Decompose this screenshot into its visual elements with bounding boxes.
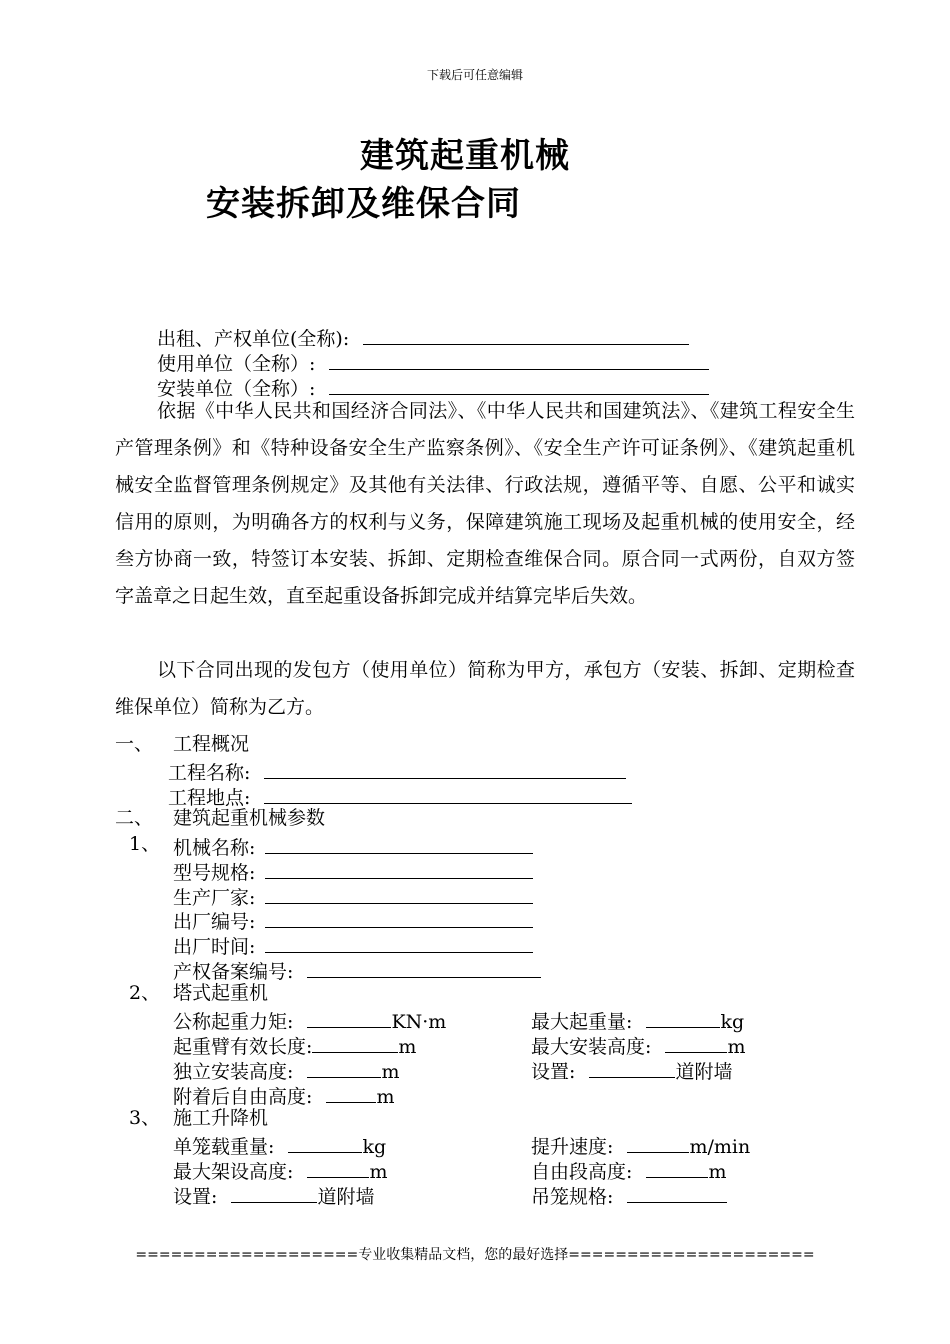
project-address-blank[interactable] [264,782,632,804]
tower-setup-blank[interactable] [589,1056,675,1078]
free-height-blank[interactable] [646,1156,708,1178]
serial-blank[interactable] [265,906,533,928]
speed-unit: m/min [689,1136,751,1158]
attached-blank[interactable] [326,1081,376,1103]
sub-3-num: 3、 [129,1107,161,1129]
party-installer-blank[interactable] [329,373,709,395]
maxload-label: 最大起重量: [531,1011,633,1033]
max-height-unit: m [369,1161,388,1183]
maxload-unit: kg [720,1011,745,1033]
freeheight-blank[interactable] [307,1056,381,1078]
model-blank[interactable] [265,857,533,879]
cage-load-unit: kg [362,1136,387,1158]
boom-unit: m [398,1036,417,1058]
moment-unit: KN·m [391,1011,447,1033]
maxheight-blank[interactable] [665,1031,727,1053]
attached-label: 附着后自由高度: [173,1086,313,1108]
party-lessor-blank[interactable] [363,323,689,345]
cage-spec-blank[interactable] [627,1181,727,1203]
project-name-label: 工程名称: [168,762,251,784]
sub-2-title: 塔式起重机 [173,982,269,1004]
maker-blank[interactable] [265,882,533,904]
party-lessor-label: 出租、产权单位(全称): [157,328,350,350]
cage-spec-label: 吊笼规格: [531,1186,614,1208]
hoist-setup-blank[interactable] [231,1181,317,1203]
sub-3-title: 施工升降机 [173,1107,269,1129]
sub-1-num: 1、 [129,833,161,855]
maker-label: 生产厂家: [173,887,256,909]
date-label: 出厂时间: [173,936,256,958]
boom-blank[interactable] [312,1031,398,1053]
tower-setup-unit: 道附墙 [675,1061,733,1083]
serial-label: 出厂编号: [173,911,256,933]
party-user-label: 使用单位（全称）: [157,353,316,375]
project-name-blank[interactable] [264,757,626,779]
party-installer-label: 安装单位（全称）: [157,378,316,400]
machine-name-label: 机械名称: [173,837,256,859]
cage-load-blank[interactable] [288,1131,362,1153]
free-height-label: 自由段高度: [531,1161,633,1183]
section-2-title: 建筑起重机械参数 [173,807,326,829]
date-blank[interactable] [265,931,533,953]
title-line-1: 建筑起重机械 [360,136,570,176]
moment-blank[interactable] [307,1006,391,1028]
cage-load-label: 单笼载重量: [173,1136,275,1158]
model-label: 型号规格: [173,862,256,884]
record-blank[interactable] [307,956,541,978]
machine-name-blank[interactable] [265,832,533,854]
maxheight-label: 最大安装高度: [531,1036,652,1058]
freeheight-label: 独立安装高度: [173,1061,294,1083]
speed-blank[interactable] [627,1131,689,1153]
section-1-title: 工程概况 [173,733,250,755]
party-user-blank[interactable] [329,348,709,370]
page-footer: ===================专业收集精品文档，您的最好选择===================== [135,1247,815,1263]
tower-setup-row [531,1056,732,1085]
contract-basis-paragraph: 依据《中华人民共和国经济合同法》、《中华人民共和国建筑法》、《建筑工程安全生产管理条例》和《特种设备安全生产监察条例》、《安全生产许可证条例》、《建筑起重机械安全监督管理条例规定》及其他有关法律、行政法规，遵循平等、自愿、公平和诚实信用的原则，为明确各方的权利与义务，保障建筑施工现场及起重机械的使用安全，经叁方协商一致，特签订本安装、拆卸、定期检查维保合同。原合同一式两份，自双方签字盖章之日起生效，直至起重设备拆卸完成并结算完毕后失效。 [115,400,855,607]
maxheight-unit: m [727,1036,746,1058]
maxload-blank[interactable] [646,1006,720,1028]
record-label: 产权备案编号: [173,961,294,983]
boom-label: 起重臂有效长度: [173,1036,313,1058]
moment-label: 公称起重力矩: [173,1011,294,1033]
max-height-blank[interactable] [307,1156,369,1178]
hoist-setup-unit: 道附墙 [317,1186,375,1208]
free-height-unit: m [708,1161,727,1183]
attached-unit: m [376,1086,395,1108]
section-1-num: 一、 [115,733,154,755]
hoist-setup-label: 设置: [173,1186,218,1208]
section-2-num: 二、 [115,807,154,829]
title-line-2: 安装拆卸及维保合同 [206,184,521,224]
speed-label: 提升速度: [531,1136,614,1158]
freeheight-unit: m [381,1061,400,1083]
project-address-label: 工程地点: [168,787,251,809]
max-height-label: 最大架设高度: [173,1161,294,1183]
sub-2-num: 2、 [129,982,161,1004]
hoist-setup-row [173,1181,374,1210]
party-abbreviation-paragraph: 以下合同出现的发包方（使用单位）简称为甲方，承包方（安装、拆卸、定期检查维保单位）简称为乙方。 [115,659,855,718]
cage-spec-row [531,1181,727,1210]
tower-setup-label: 设置: [531,1061,576,1083]
page-header: 下载后可任意编辑 [426,68,523,82]
